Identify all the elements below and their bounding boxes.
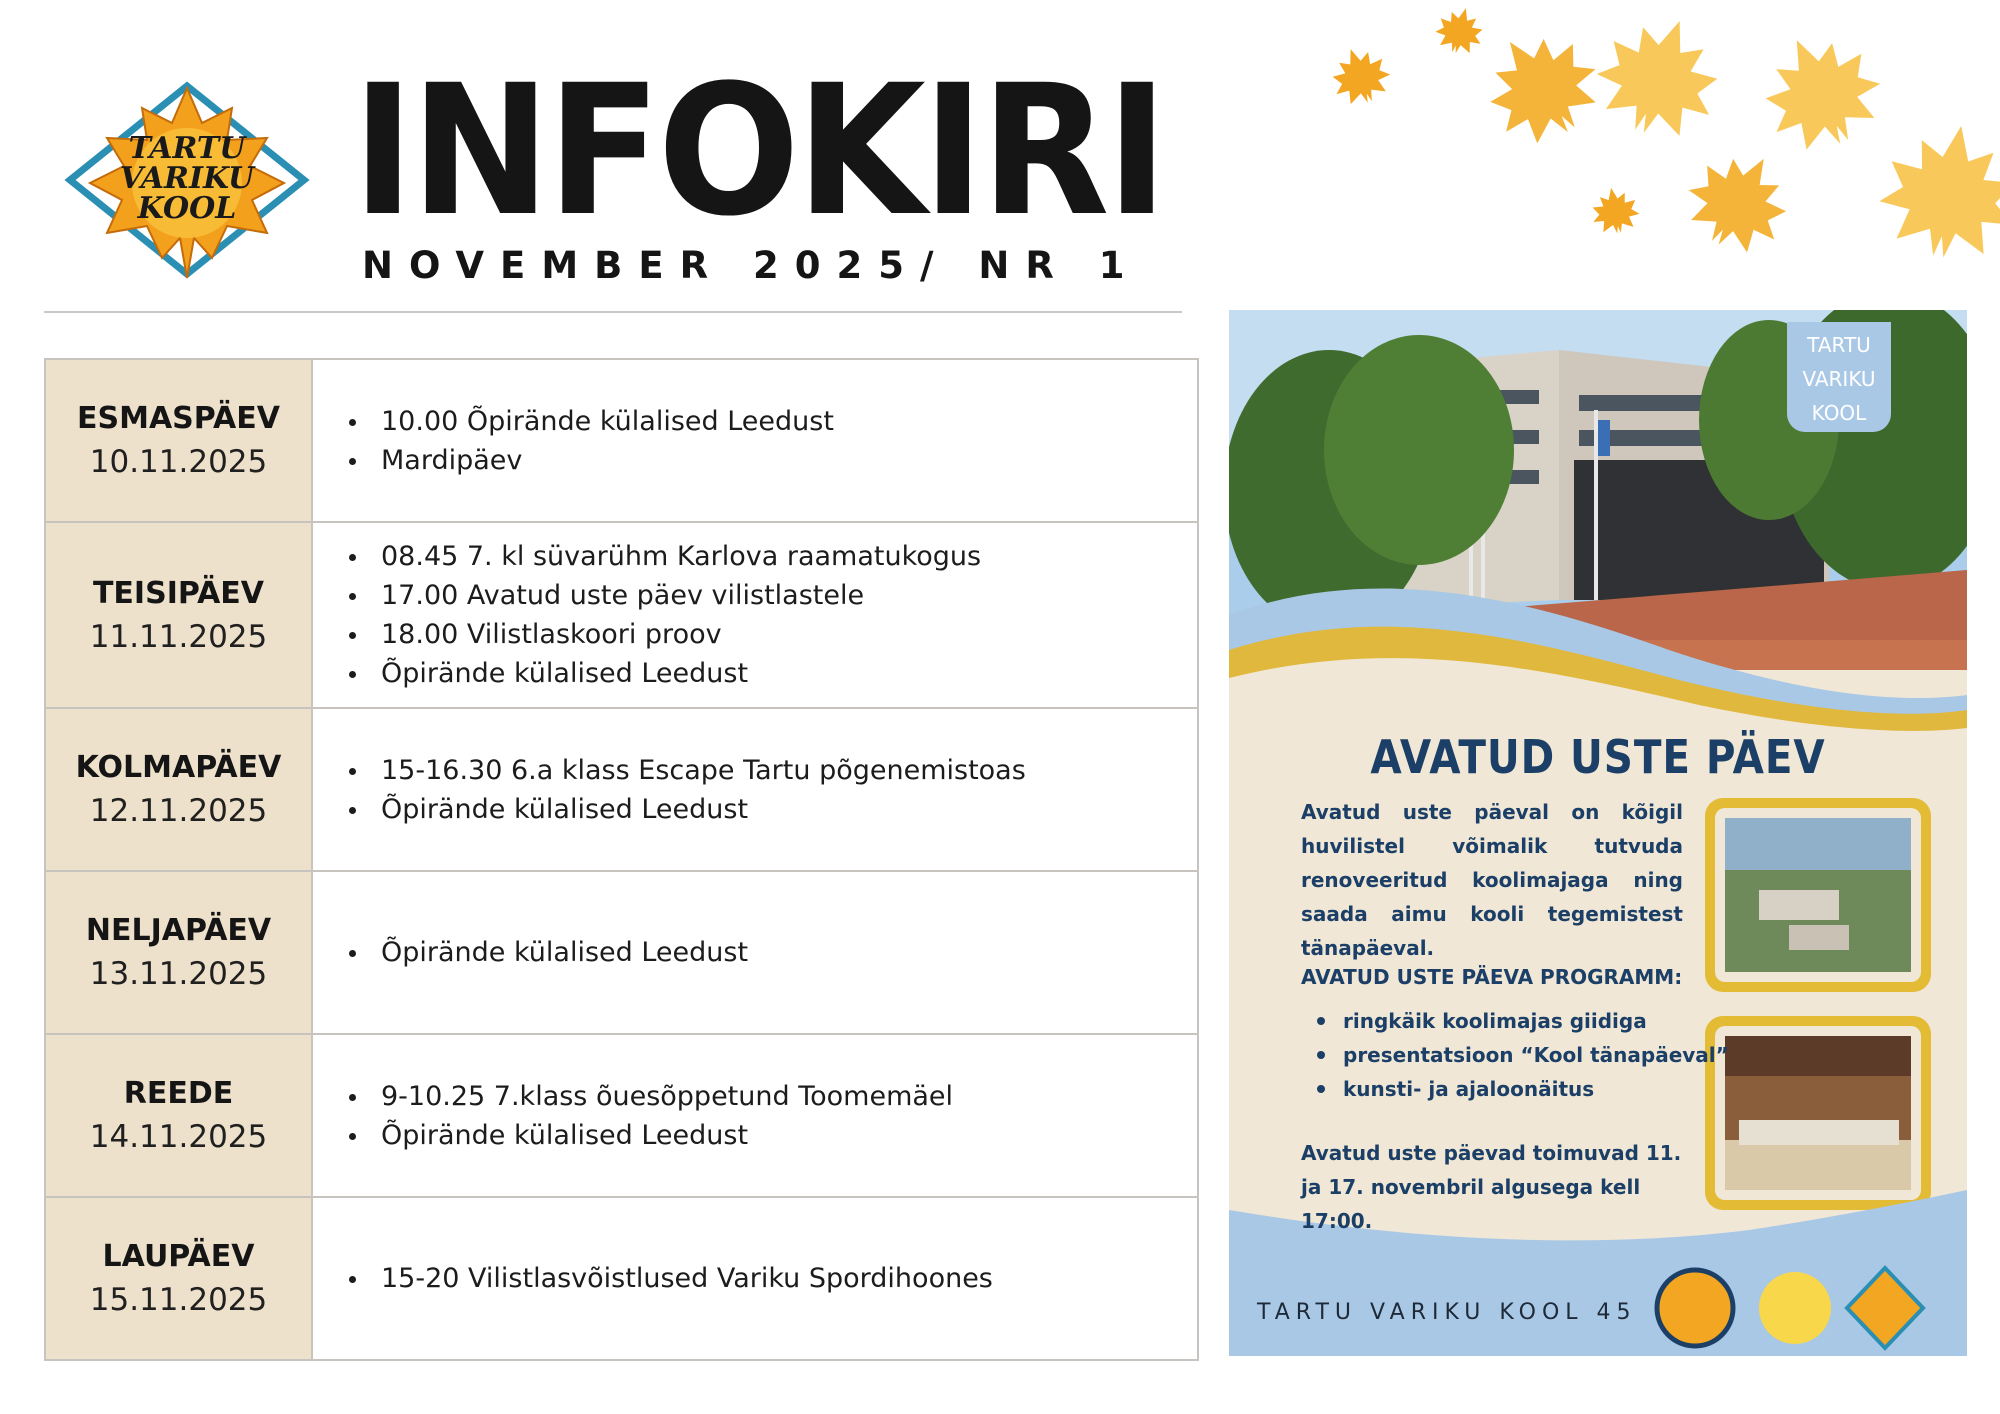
event-item: 15-20 Vilistlasvõistlused Variku Spordihoones <box>343 1259 1197 1298</box>
events-cell <box>312 522 1198 708</box>
poster-badge <box>1787 322 1891 432</box>
page-title: INFOKIRI <box>352 47 1165 256</box>
event-item: Mardipäev <box>343 441 1197 480</box>
day-date: 10.11.2025 <box>89 444 268 480</box>
auditorium-photo <box>1705 1016 1931 1210</box>
header-divider <box>44 311 1182 313</box>
schedule-row <box>45 522 1198 708</box>
event-item: 15-16.30 6.a klass Escape Tartu põgenemistoas <box>343 751 1197 790</box>
maple-leaves-decoration <box>1300 0 2000 310</box>
day-name: REEDE <box>123 1076 234 1111</box>
program-title: AVATUD USTE PÄEVA PROGRAMM: <box>1301 965 1683 989</box>
day-date: 12.11.2025 <box>89 793 268 829</box>
program-item: kunsti- ja ajaloonäitus <box>1301 1072 1729 1106</box>
schedule-row <box>45 1197 1198 1360</box>
event-item: 10.00 Õpirände külalised Leedust <box>343 402 1197 441</box>
poster-title: AVATUD USTE PÄEV <box>1370 730 1826 784</box>
poster-dates: Avatud uste päevad toimuvad 11. ja 17. novembril algusega kell 17:00. <box>1301 1141 1682 1233</box>
schedule-row <box>45 359 1198 522</box>
maple-leaf-icon <box>1872 114 2000 268</box>
poster-intro: Avatud uste päeval on kõigil huvilistel võimalik tutvuda renoveeritud koolimajaga ning saada aimu kooli tegemistest tänapäeval. <box>1301 800 1683 960</box>
event-item: 17.00 Avatud uste päev vilistlastele <box>343 576 1197 615</box>
maple-leaf-icon <box>1465 11 1616 161</box>
event-item: 9-10.25 7.klass õuesõppetund Toomemäel <box>343 1077 1197 1116</box>
events-cell <box>312 708 1198 871</box>
open-day-poster <box>1229 310 1967 1356</box>
day-cell <box>45 359 312 522</box>
footer-logos <box>1657 1268 1923 1348</box>
maple-leaf-icon <box>1324 39 1397 111</box>
schedule-row <box>45 708 1198 871</box>
schedule-row <box>45 1034 1198 1197</box>
badge-line: VARIKU <box>1802 367 1876 391</box>
events-cell <box>312 1197 1198 1360</box>
event-item: Õpirände külalised Leedust <box>343 790 1197 829</box>
day-name: NELJAPÄEV <box>85 913 272 948</box>
aerial-photo <box>1705 798 1931 992</box>
event-item: Õpirände külalised Leedust <box>343 933 1197 972</box>
day-name: KOLMAPÄEV <box>75 750 282 785</box>
day-cell <box>45 871 312 1034</box>
school-logo <box>62 78 312 283</box>
day-cell <box>45 708 312 871</box>
logo-text-1: TARTU <box>128 131 246 166</box>
maple-leaf-icon <box>1673 134 1807 267</box>
badge-line: KOOL <box>1811 401 1867 425</box>
page-subtitle: NOVEMBER 2025/ NR 1 <box>362 244 1141 287</box>
logo-text-2: VARIKU <box>119 161 255 196</box>
event-item: 18.00 Vilistlaskoori proov <box>343 615 1197 654</box>
events-cell <box>312 1034 1198 1197</box>
maple-leaf-icon <box>1588 184 1642 237</box>
events-cell <box>312 871 1198 1034</box>
schedule-row <box>45 871 1198 1034</box>
day-date: 14.11.2025 <box>89 1119 268 1155</box>
program-item: ringkäik koolimajas giidiga <box>1301 1004 1729 1038</box>
maple-leaf-icon <box>1745 16 1896 166</box>
maple-leaf-icon <box>1583 1 1736 152</box>
day-date: 13.11.2025 <box>89 956 268 992</box>
weekly-schedule <box>44 358 1199 1361</box>
day-name: LAUPÄEV <box>102 1239 255 1274</box>
event-item: 08.45 7. kl süvarühm Karlova raamatukogus <box>343 537 1197 576</box>
day-cell <box>45 1034 312 1197</box>
day-name: ESMASPÄEV <box>77 401 280 436</box>
day-name: TEISIPÄEV <box>92 575 265 611</box>
day-date: 15.11.2025 <box>89 1282 268 1318</box>
day-date: 11.11.2025 <box>89 618 268 655</box>
day-cell <box>45 522 312 708</box>
badge-line: TARTU <box>1807 333 1871 357</box>
logo-text-3: KOOL <box>137 191 237 226</box>
events-cell <box>312 359 1198 522</box>
event-item: Õpirände külalised Leedust <box>343 654 1197 693</box>
program-item: presentatsioon “Kool tänapäeval” <box>1301 1038 1729 1072</box>
poster-footer: TARTU VARIKU KOOL 45 <box>1257 1300 1637 1325</box>
day-cell <box>45 1197 312 1360</box>
event-item: Õpirände külalised Leedust <box>343 1116 1197 1155</box>
maple-leaf-icon <box>1431 2 1488 58</box>
program-list <box>1301 1004 1729 1106</box>
